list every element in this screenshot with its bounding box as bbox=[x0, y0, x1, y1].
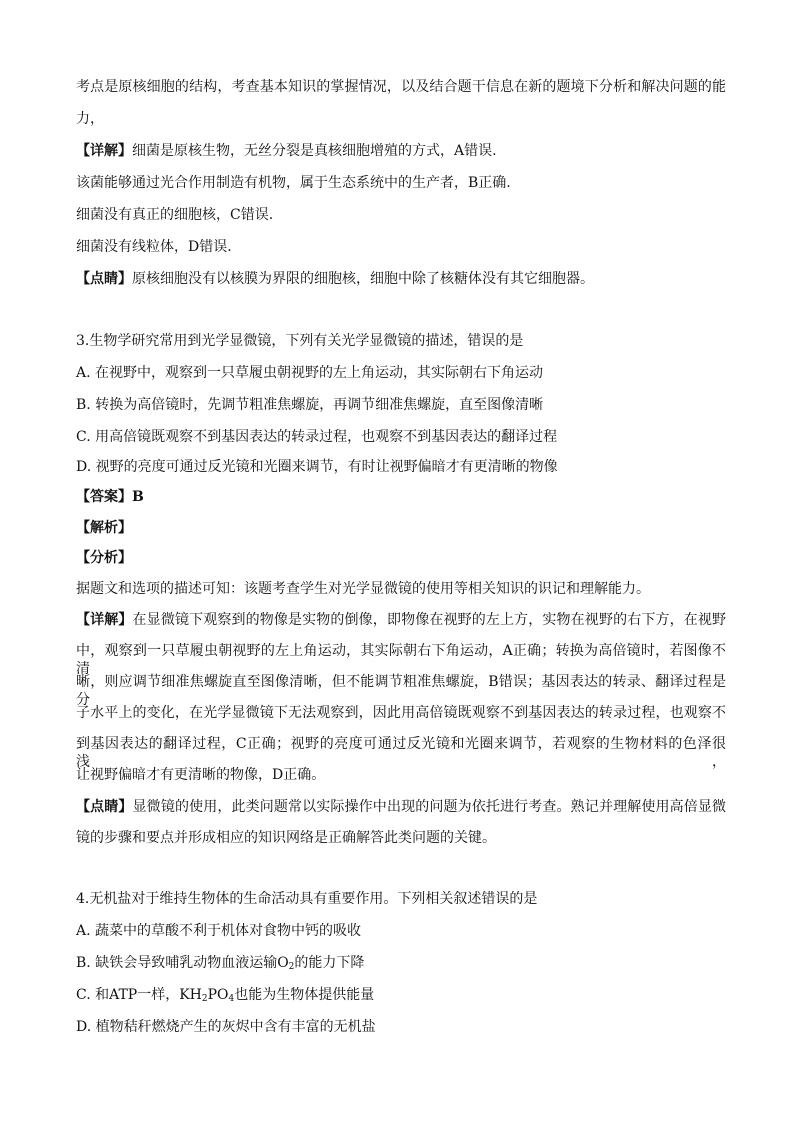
question-3-detail-line-4: 子水平上的变化，在光学显微镜下无法观察到，因此用高倍镜既观察不到基因表达的转录过程，也观察不 bbox=[76, 705, 726, 721]
question-3-analysis-heading: 【解析】 bbox=[76, 520, 132, 536]
option-c-text-end: 也能为生物体提供能量 bbox=[234, 987, 375, 1003]
detail-tag: 【详解】 bbox=[76, 612, 133, 628]
detail-text: 在显微镜下观察到的物像是实物的倒像，即物像在视野的左上方，实物在视野的右下方，在视野 bbox=[132, 612, 727, 628]
question-3-detail-line-6: 让视野偏暗才有更清晰的物像，D正确。 bbox=[76, 767, 326, 783]
subscript: 4 bbox=[228, 994, 235, 1004]
question-3-option-c: C. 用高倍镜既观察不到基因表达的转录过程，也观察不到基因表达的翻译过程 bbox=[76, 429, 558, 445]
question-3-stem: 3.生物学研究常用到光学显微镜，下列有关光学显微镜的描述，错误的是 bbox=[76, 333, 524, 349]
prev-tip bbox=[76, 270, 594, 288]
question-3-tip-line-2: 镜的步骤和要点并形成相应的知识网络是正确解答此类问题的关键。 bbox=[76, 830, 496, 846]
prev-detail-d: 细菌没有线粒体，D错误. bbox=[76, 239, 232, 255]
question-3-fenxi-text: 据题文和选项的描述可知：该题考查学生对光学显微镜的使用等相关知识的识记和理解能力。 bbox=[76, 581, 650, 597]
prev-detail-a bbox=[76, 142, 497, 160]
question-3-fenxi-heading: 【分析】 bbox=[76, 550, 132, 566]
tip-tag: 【点睛】 bbox=[76, 799, 133, 815]
detail-tag: 【详解】 bbox=[76, 143, 132, 159]
question-3-detail-line-5: 到基因表达的翻译过程，C正确；视野的亮度可通过反光镜和光圈来调节，若观察的生物材料的色泽很浅， bbox=[76, 736, 726, 770]
subscript: 2 bbox=[201, 994, 208, 1004]
question-3-detail-line-2: 中，观察到一只草履虫朝视野的左上角运动，其实际朝右下角运动，A正确；转换为高倍镜时，若图像不清 bbox=[76, 643, 726, 677]
question-3-option-d: D. 视野的亮度可通过反光镜和光圈来调节，有时让视野偏暗才有更清晰的物像 bbox=[76, 459, 558, 475]
prev-detail-b: 该菌能够通过光合作用制造有机物，属于生态系统中的生产者，B正确. bbox=[76, 175, 511, 191]
subscript: 2 bbox=[288, 962, 295, 972]
question-3-detail-line-3: 晰，则应调节细准焦螺旋直至图像清晰，但不能调节粗准焦螺旋，B错误；基因表达的转录、翻译过程是分 bbox=[76, 674, 726, 708]
option-c-text: C. 和ATP一样，KH bbox=[76, 987, 202, 1003]
question-4-option-d: D. 植物秸秆燃烧产生的灰烬中含有丰富的无机盐 bbox=[76, 1019, 376, 1035]
prev-paragraph-line-2: 力， bbox=[76, 111, 104, 127]
question-3-answer: 【答案】B bbox=[76, 489, 144, 505]
prev-paragraph-line-1: 考点是原核细胞的结构，考查基本知识的掌握情况，以及结合题干信息在新的题境下分析和解决问题的能 bbox=[76, 79, 726, 95]
tip-text: 原核细胞没有以核膜为界限的细胞核，细胞中除了核糖体没有其它细胞器。 bbox=[132, 271, 594, 287]
detail-text: 细菌是原核生物，无丝分裂是真核细胞增殖的方式，A错误. bbox=[132, 143, 497, 159]
option-b-text-end: 的能力下降 bbox=[294, 955, 365, 971]
question-4-option-a: A. 蔬菜中的草酸不利于机体对食物中钙的吸收 bbox=[76, 923, 362, 939]
question-3-detail-line-1 bbox=[76, 611, 726, 629]
option-c-formula: PO bbox=[207, 987, 229, 1003]
question-3-option-b: B. 转换为高倍镜时，先调节粗准焦螺旋，再调节细准焦螺旋，直至图像清晰 bbox=[76, 397, 544, 413]
question-3-option-a: A. 在视野中，观察到一只草履虫朝视野的左上角运动，其实际朝右下角运动 bbox=[76, 365, 544, 381]
question-4-stem: 4.无机盐对于维持生物体的生命活动具有重要作用。下列相关叙述错误的是 bbox=[76, 891, 538, 907]
question-4-option-b bbox=[76, 954, 364, 972]
tip-text: 显微镜的使用，此类问题常以实际操作中出现的问题为依托进行考查。熟记并理解使用高倍显微 bbox=[132, 799, 727, 815]
prev-detail-c: 细菌没有真正的细胞核，C错误. bbox=[76, 207, 274, 223]
option-b-text: B. 缺铁会导致哺乳动物血液运输O bbox=[76, 955, 289, 971]
question-3-tip-line-1 bbox=[76, 798, 726, 816]
question-4-option-c bbox=[76, 986, 374, 1004]
tip-tag: 【点睛】 bbox=[76, 271, 132, 287]
